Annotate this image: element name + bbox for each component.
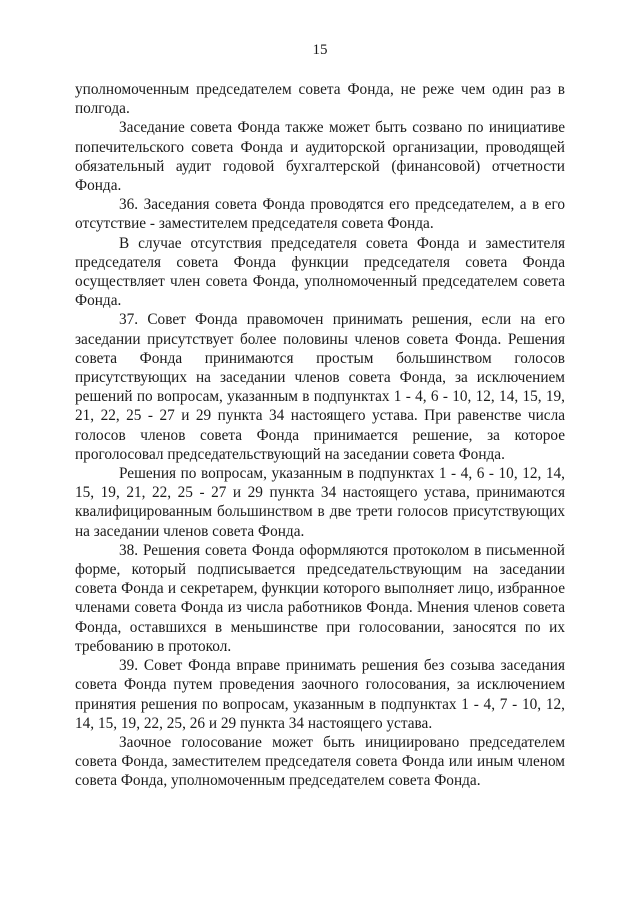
paragraph-clause-38: 38. Решения совета Фонда оформляются протоколом в письменной форме, который подписывается председательствующим на заседании совета Фонда и секретарем, функции которого выполняет лицо, избранное членами совета Фонда из числа работников Фонда. Мнения членов совета Фонда, оставшихся в меньшинстве при голосовании, заносятся по их требованию в протокол.: [75, 541, 565, 655]
paragraph: Решения по вопросам, указанным в подпунктах 1 - 4, 6 - 10, 12, 14, 15, 19, 21, 22, 25 - 27 и 29 пункта 34 настоящего устава, принимаются квалифицированным большинством в две трети голосов присутствующих на заседании членов совета Фонда.: [75, 465, 565, 540]
paragraph: В случае отсутствия председателя совета Фонда и заместителя председателя совета Фонда функции председателя совета Фонда осуществляет член совета Фонда, уполномоченный председателем совета Фонда.: [75, 234, 565, 310]
paragraph-continuation: уполномоченным председателем совета Фонда, не реже чем один раз в полгода.: [75, 81, 565, 118]
paragraph: Заседание совета Фонда также может быть созвано по инициативе попечительского совета Фонда и аудиторской организации, проводящей обязательный аудит годовой бухгалтерской (финансовой) отчетности Фонда.: [75, 119, 565, 195]
paragraph-clause-36: 36. Заседания совета Фонда проводятся его председателем, а в его отсутствие - заместителем председателя совета Фонда.: [75, 196, 565, 233]
document-body: [75, 80, 565, 791]
paragraph-clause-37: 37. Совет Фонда правомочен принимать решения, если на его заседании присутствует более половины членов совета Фонда. Решения совета Фонда принимаются простым большинством голосов присутствующих на заседании членов совета Фонда, за исключением решений по вопросам, указанным в подпунктах 1 - 4, 6 - 10, 12, 14, 15, 19, 21, 22, 25 - 27 и 29 пункта 34 настоящего устава. При равенстве числа голосов членов совета Фонда принимается решение, за которое проголосовал председательствующий на заседании совета Фонда.: [75, 311, 565, 463]
paragraph: Заочное голосование может быть инициировано председателем совета Фонда, заместителем председателя совета Фонда или иным членом совета Фонда, уполномоченным председателем совета Фонда.: [75, 733, 565, 790]
page-number: 15: [312, 42, 328, 58]
paragraph-clause-39: 39. Совет Фонда вправе принимать решения без созыва заседания совета Фонда путем проведения заочного голосования, за исключением принятия решения по вопросам, указанным в подпунктах 1 - 4, 7 - 10, 12, 14, 15, 19, 22, 25, 26 и 29 пункта 34 настоящего устава.: [75, 657, 565, 732]
